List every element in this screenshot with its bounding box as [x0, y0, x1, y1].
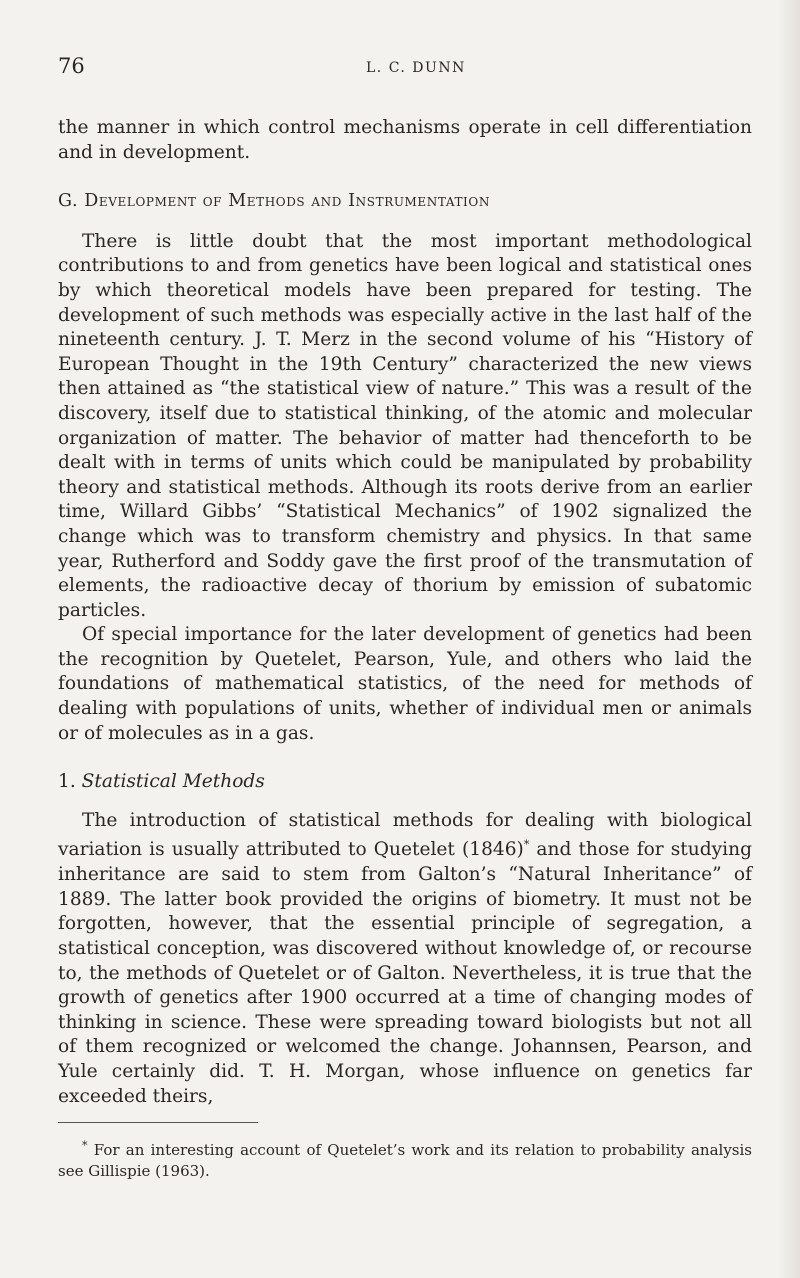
subsection-title: Statistical Methods	[81, 771, 265, 793]
page-edge-shadow	[778, 0, 800, 1278]
continued-paragraph: the manner in which control mechanisms operate in cell differentiation and in development.	[58, 117, 752, 163]
footnote	[58, 1135, 752, 1182]
running-head: L. C. DUNN	[366, 60, 466, 76]
paragraph	[58, 809, 752, 1109]
page-number: 76	[58, 54, 85, 78]
subsection-heading	[58, 770, 752, 795]
section-heading: G. Development of Methods and Instrumentation	[58, 191, 490, 212]
paragraph-text-before-note: The introduction of statistical methods for dealing with biological variation is usually attributed to Quetelet (1846)	[58, 809, 752, 861]
subsection-number: 1.	[58, 771, 76, 793]
footnote-marker: *	[82, 1139, 88, 1153]
paragraph-text-after-note: and those for studying inheritance are said to stem from Galton’s “Natural Inheritance” of 1889. The latter book provided the origins of biometry. It must not be forgotten, however, that the essential principle of segregation, a statistical conception, was discovered without knowledge of, or recourse to, the methods of Quetelet or of Galton. Nevertheless, it is true that the growth of genetics after 1900 occurred at a time of changing modes of thinking in science. These were spreading toward biologists but not all of them recognized or welcomed the change. Johannsen, Pearson, and Yule certainly did. T. H. Morgan, whose influence on genetics far exceeded theirs,	[58, 839, 752, 1107]
footnote-reference: *	[523, 838, 530, 852]
body-text	[58, 116, 752, 1182]
footnote-divider	[58, 1122, 258, 1123]
paragraph: There is little doubt that the most important methodological contributions to and from genetics have been logical and statistical ones by which theoretical models have been prepared for testing. The development of such methods was especially active in the last half of the nineteenth century. J. T. Merz in the second volume of his “History of European Thought in the 19th Century” characterized the new views then attained as “the statistical view of nature.” This was a result of the discovery, itself due to statistical thinking, of the atomic and molecular organization of matter. The behavior of matter had thenceforth to be dealt with in terms of units which could be manipulated by probability theory and statistical methods. Although its roots derive from an earlier time, Willard Gibbs’ “Statistical Mechanics” of 1902 signalized the change which was to transform chemistry and physics. In that same year, Rutherford and Soddy gave the first proof of the transmutation of elements, the radioactive decay of thorium by emission of subatomic particles.	[58, 230, 752, 621]
paragraph: Of special importance for the later development of genetics had been the recognition by Quetelet, Pearson, Yule, and others who laid the foundations of mathematical statistics, of the need for methods of dealing with populations of units, whether of individual men or animals or of molecules as in a gas.	[58, 624, 752, 744]
footnote-text: For an interesting account of Quetelet’s work and its relation to probability analysis see Gillispie (1963).	[58, 1141, 752, 1181]
page-header	[58, 54, 758, 84]
